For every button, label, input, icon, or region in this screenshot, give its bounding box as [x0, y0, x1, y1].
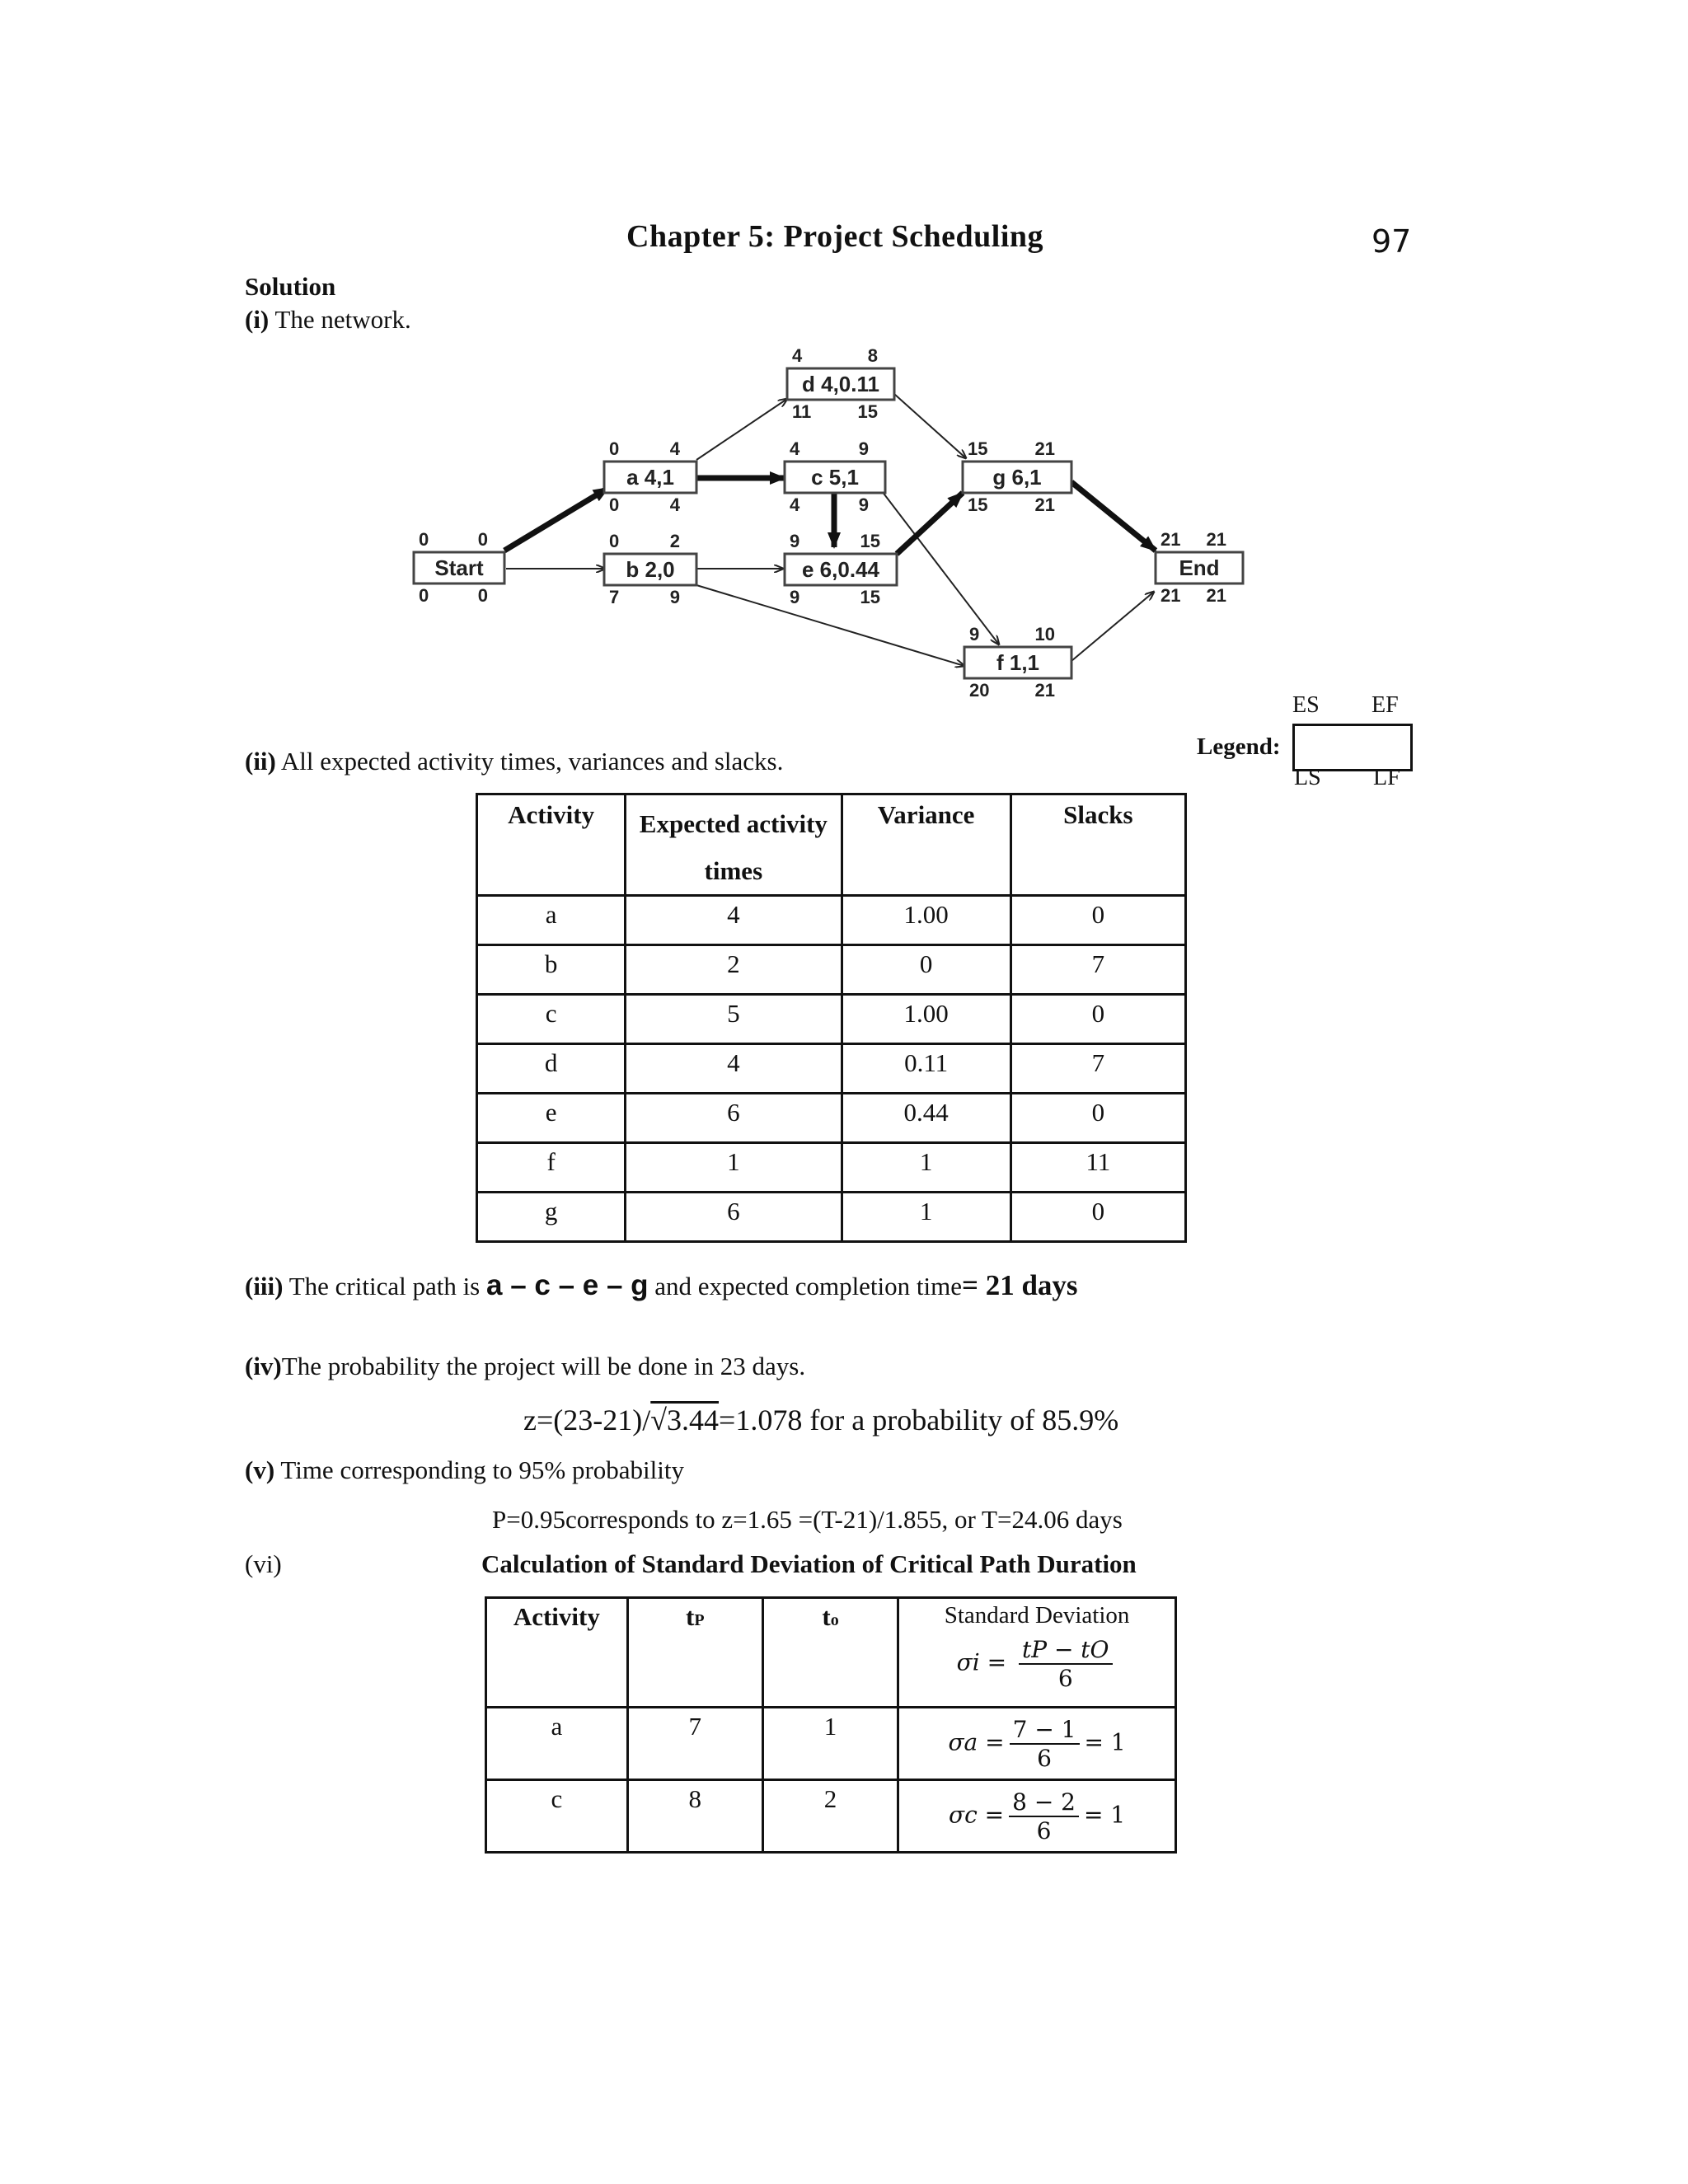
part-ii-line [245, 747, 783, 776]
node-ls-start: 0 [419, 585, 429, 606]
col-activity: Activity [477, 794, 626, 896]
node-label-c: c 5,1 [811, 465, 859, 490]
part-iv-line [245, 1352, 805, 1381]
node-ef-g: 21 [1034, 438, 1055, 459]
node-lf-d: 15 [857, 401, 878, 422]
legend-lf: LF [1373, 765, 1400, 790]
cell-slack: 11 [1010, 1143, 1185, 1193]
activity-row [477, 995, 1186, 1044]
node-ef-d: 8 [867, 345, 878, 366]
activity-table [476, 793, 1187, 1243]
col-sd-label: Standard Deviation [944, 1602, 1130, 1629]
edge-g-end [1071, 482, 1156, 551]
col-sd [898, 1598, 1176, 1708]
node-lf-c: 9 [858, 494, 869, 515]
sd-general-lhs: σi = [956, 1648, 1007, 1676]
cell-expected-time: 6 [626, 1193, 842, 1242]
sd-cell-formula [898, 1708, 1176, 1780]
activity-row [477, 896, 1186, 945]
sd-result: = 1 [1084, 1728, 1126, 1755]
node-lf-start: 0 [477, 585, 488, 606]
node-es-f: 9 [969, 624, 980, 644]
node-b [604, 531, 696, 607]
edge-f-end [1071, 592, 1154, 661]
legend-title: Legend: [1197, 733, 1281, 760]
node-ef-b: 2 [669, 531, 680, 551]
cell-expected-time: 4 [626, 1044, 842, 1094]
node-lf-e: 15 [860, 587, 880, 607]
node-es-e: 9 [790, 531, 800, 551]
cell-activity: b [477, 945, 626, 995]
cell-variance: 1.00 [842, 896, 1010, 945]
node-es-g: 15 [968, 438, 988, 459]
sd-row [486, 1780, 1176, 1853]
col-expected-line2: times [704, 856, 763, 885]
node-ls-f: 20 [969, 680, 990, 701]
sd-cell-formula [898, 1780, 1176, 1853]
col-sd-activity: Activity [486, 1598, 628, 1708]
part-v-text: Time corresponding to 95% probability [280, 1455, 685, 1484]
part-v-label: (v) [245, 1455, 275, 1484]
node-a [604, 438, 696, 515]
sd-numerator: 7 − 1 [1010, 1716, 1080, 1745]
node-lf-b: 9 [669, 587, 680, 607]
cell-expected-time: 4 [626, 896, 842, 945]
sd-table-header [486, 1598, 1176, 1708]
sd-denominator: 6 [1037, 1744, 1052, 1772]
sd-general-num: tP − tO [1019, 1636, 1113, 1665]
node-label-b: b 2,0 [626, 557, 675, 582]
node-ef-c: 9 [858, 438, 869, 459]
node-ls-end: 21 [1160, 585, 1181, 606]
node-g [963, 438, 1071, 515]
activity-row [477, 1044, 1186, 1094]
part-i-text: The network. [274, 305, 411, 334]
completion-time: = 21 days [962, 1269, 1078, 1301]
sd-lhs: σc = [948, 1801, 1005, 1828]
sd-cell-activity: a [486, 1708, 628, 1780]
col-slacks: Slacks [1010, 794, 1185, 896]
cell-slack: 0 [1010, 1094, 1185, 1143]
col-to: to [762, 1598, 898, 1708]
sd-cell-activity: c [486, 1780, 628, 1853]
node-d [787, 345, 894, 422]
edge-b-f [696, 585, 964, 666]
sd-fraction [1009, 1788, 1079, 1844]
legend-ef: EF [1372, 692, 1399, 718]
sd-cell-tp: 7 [627, 1708, 762, 1780]
cell-variance: 1 [842, 1143, 1010, 1193]
cell-expected-time: 1 [626, 1143, 842, 1193]
node-lf-f: 21 [1034, 680, 1055, 701]
node-lf-g: 21 [1034, 494, 1055, 515]
node-es-b: 0 [609, 531, 620, 551]
cell-expected-time: 6 [626, 1094, 842, 1143]
sd-lhs: σa = [948, 1728, 1005, 1755]
activity-row [477, 1143, 1186, 1193]
node-label-d: d 4,0.11 [802, 372, 879, 396]
part-i-label: (i) [245, 305, 270, 334]
solution-heading: Solution [245, 272, 336, 301]
cell-variance: 1.00 [842, 995, 1010, 1044]
node-ef-e: 15 [860, 531, 880, 551]
node-ls-d: 11 [792, 401, 812, 422]
sd-general-den: 6 [1057, 1665, 1073, 1692]
cell-activity: e [477, 1094, 626, 1143]
node-lf-a: 4 [669, 494, 680, 515]
node-label-f: f 1,1 [996, 650, 1040, 675]
part-iii-text: The critical path is [288, 1272, 481, 1301]
part-iii-label: (iii) [245, 1272, 284, 1301]
node-label-end: End [1179, 555, 1220, 580]
cell-expected-time: 2 [626, 945, 842, 995]
edge-start-a [504, 488, 608, 551]
node-es-c: 4 [790, 438, 800, 459]
sd-table [485, 1596, 1177, 1854]
part-v-formula: P=0.95corresponds to z=1.65 =(T-21)/1.855, or T=24.06 days [492, 1505, 1123, 1534]
cell-activity: d [477, 1044, 626, 1094]
node-ef-a: 4 [669, 438, 680, 459]
sd-row [486, 1708, 1176, 1780]
part-ii-label: (ii) [245, 747, 276, 776]
node-lf-end: 21 [1206, 585, 1226, 606]
cell-slack: 0 [1010, 896, 1185, 945]
edge-d-g [894, 394, 966, 458]
z-formula-root: √3.44 [650, 1404, 720, 1436]
node-label-g: g 6,1 [992, 465, 1042, 490]
node-ls-b: 7 [609, 587, 620, 607]
node-ef-end: 21 [1206, 529, 1226, 550]
activity-table-header [477, 794, 1186, 896]
part-iv-label: (iv) [245, 1352, 282, 1380]
network-diagram [0, 0, 1688, 742]
cell-expected-time: 5 [626, 995, 842, 1044]
part-v-line [245, 1455, 684, 1485]
part-iii-text-mid: and expected completion time [654, 1272, 963, 1301]
critical-path: a – c – e – g [486, 1269, 649, 1301]
node-ls-g: 15 [968, 494, 988, 515]
node-es-end: 21 [1160, 529, 1181, 550]
node-ls-c: 4 [790, 494, 800, 515]
col-expected-line1: Expected activity [639, 809, 828, 838]
cell-activity: g [477, 1193, 626, 1242]
node-ls-a: 0 [609, 494, 620, 515]
activity-row [477, 1094, 1186, 1143]
cell-variance: 0 [842, 945, 1010, 995]
cell-slack: 0 [1010, 1193, 1185, 1242]
node-end [1156, 529, 1243, 606]
part-ii-text: All expected activity times, variances and slacks. [280, 747, 784, 776]
chapter-title: Chapter 5: Project Scheduling [626, 219, 1044, 254]
col-expected-times [626, 794, 842, 896]
sd-cell-to: 2 [762, 1780, 898, 1853]
activity-row [477, 945, 1186, 995]
node-es-start: 0 [419, 529, 429, 550]
col-tp: tP [627, 1598, 762, 1708]
z-formula-post: =1.078 for a probability of 85.9% [719, 1404, 1119, 1436]
part-vi-title: Calculation of Standard Deviation of Critical Path Duration [481, 1549, 1137, 1578]
sd-result: = 1 [1084, 1801, 1126, 1828]
node-es-a: 0 [609, 438, 620, 459]
node-f [964, 624, 1071, 701]
cell-activity: c [477, 995, 626, 1044]
cell-variance: 0.44 [842, 1094, 1010, 1143]
node-e [785, 531, 897, 607]
cell-activity: a [477, 896, 626, 945]
node-ef-start: 0 [477, 529, 488, 550]
node-label-start: Start [434, 555, 484, 580]
cell-variance: 1 [842, 1193, 1010, 1242]
page-number: 97 [1372, 223, 1412, 260]
part-vi-label: (vi) [245, 1549, 282, 1578]
cell-slack: 0 [1010, 995, 1185, 1044]
part-iii-line [245, 1269, 1078, 1302]
part-iv-text: The probability the project will be done in 23 days. [281, 1352, 806, 1380]
col-variance: Variance [842, 794, 1010, 896]
sd-general-formula [899, 1636, 1175, 1692]
legend-es: ES [1292, 692, 1320, 718]
node-label-a: a 4,1 [626, 465, 674, 490]
sd-cell-tp: 8 [627, 1780, 762, 1853]
cell-slack: 7 [1010, 1044, 1185, 1094]
node-ls-e: 9 [790, 587, 800, 607]
sd-numerator: 8 − 2 [1009, 1788, 1079, 1817]
node-ef-f: 10 [1034, 624, 1055, 644]
sd-denominator: 6 [1036, 1816, 1052, 1844]
node-label-e: e 6,0.44 [802, 557, 879, 582]
cell-variance: 0.11 [842, 1044, 1010, 1094]
z-formula-pre: z=(23-21)/ [523, 1404, 651, 1436]
cell-activity: f [477, 1143, 626, 1193]
node-es-d: 4 [792, 345, 803, 366]
activity-row [477, 1193, 1186, 1242]
node-start [414, 529, 504, 606]
sd-fraction [1010, 1716, 1080, 1772]
edge-a-d [696, 399, 787, 460]
legend-ls: LS [1294, 765, 1321, 790]
part-iv-formula [523, 1403, 1118, 1437]
sd-cell-to: 1 [762, 1708, 898, 1780]
cell-slack: 7 [1010, 945, 1185, 995]
